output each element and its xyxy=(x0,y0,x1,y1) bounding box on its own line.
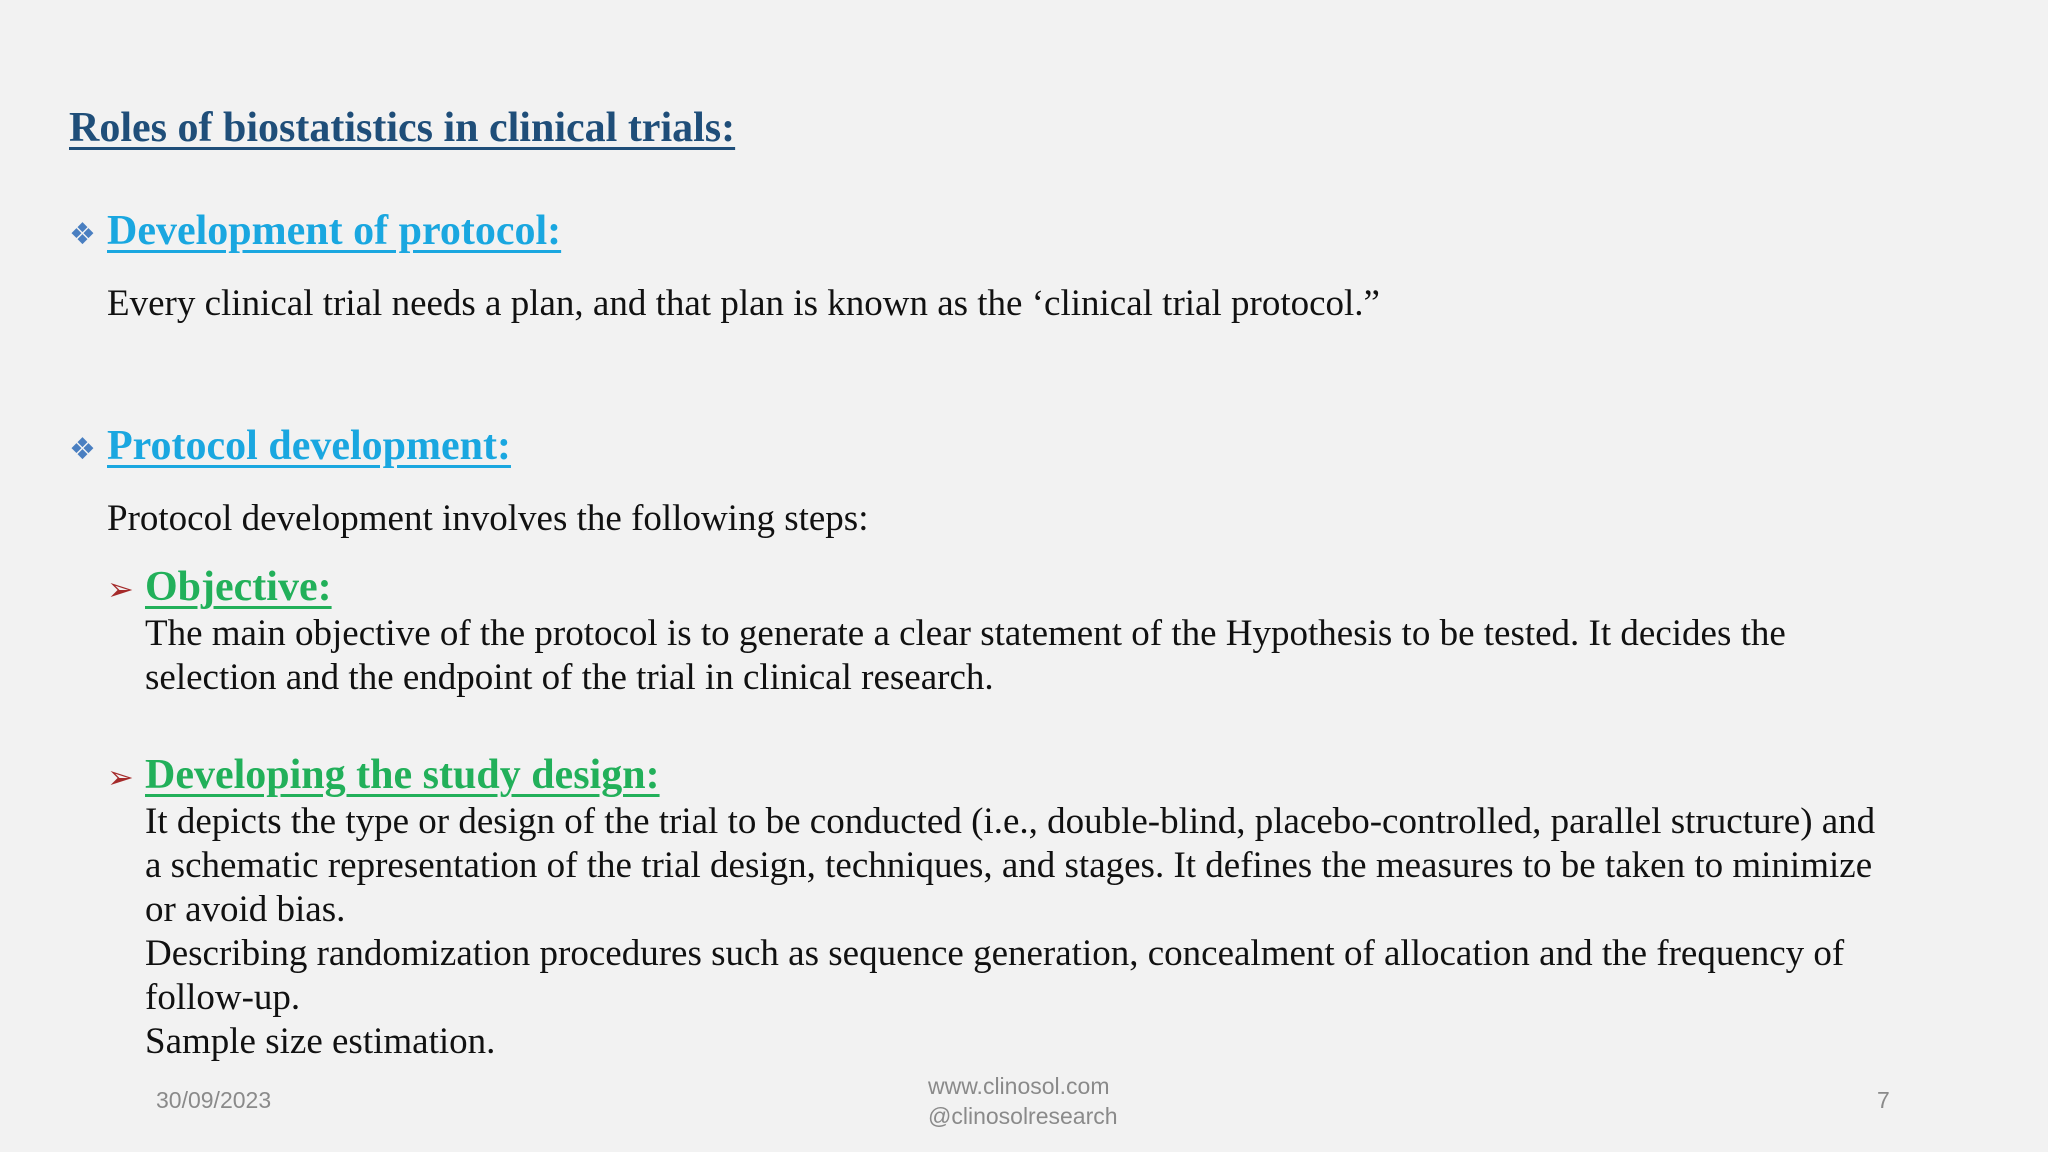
section-heading: Development of protocol: xyxy=(107,208,562,254)
section-development-of-protocol xyxy=(69,207,561,255)
text-line: a schematic representation of the trial design, techniques, and stages. It defines the measures to be taken to minimize xyxy=(145,845,1873,886)
item-study-design-text xyxy=(145,800,1875,1064)
footer-handle: @clinosolresearch xyxy=(928,1103,1118,1129)
text-line: or avoid bias. xyxy=(145,889,346,930)
item-objective-text xyxy=(145,612,1786,700)
item-heading: Objective: xyxy=(145,564,332,610)
text-line: It depicts the type or design of the trial to be conducted (i.e., double-blind, placebo-controlled, parallel structure) and xyxy=(145,801,1876,842)
arrow-bullet-icon: ➢ xyxy=(107,758,134,796)
footer-date: 30/09/2023 xyxy=(156,1087,272,1113)
page-number: 7 xyxy=(1877,1087,1890,1113)
section-heading: Protocol development: xyxy=(107,423,511,469)
diamond-bullet-icon: ❖ xyxy=(69,432,96,467)
item-objective xyxy=(107,563,332,611)
slide-title: Roles of biostatistics in clinical trials: xyxy=(69,105,736,151)
section-text: Every clinical trial needs a plan, and that plan is known as the ‘clinical trial protocol.” xyxy=(107,283,1380,324)
text-line: follow-up. xyxy=(145,977,301,1018)
footer-website: www.clinosol.com xyxy=(928,1073,1110,1099)
text-line: Describing randomization procedures such as sequence generation, concealment of allocation and the frequency of xyxy=(145,933,1845,974)
item-study-design xyxy=(107,751,660,799)
section-text: Protocol development involves the following steps: xyxy=(107,498,869,539)
item-heading: Developing the study design: xyxy=(145,752,660,798)
arrow-bullet-icon: ➢ xyxy=(107,570,134,608)
diamond-bullet-icon: ❖ xyxy=(69,217,96,252)
section-protocol-development xyxy=(69,422,511,470)
text-line: selection and the endpoint of the trial in clinical research. xyxy=(145,657,994,698)
footer-center xyxy=(928,1071,1118,1131)
text-line: The main objective of the protocol is to generate a clear statement of the Hypothesis to be tested. It decides the xyxy=(145,613,1786,654)
text-line: Sample size estimation. xyxy=(145,1021,496,1062)
